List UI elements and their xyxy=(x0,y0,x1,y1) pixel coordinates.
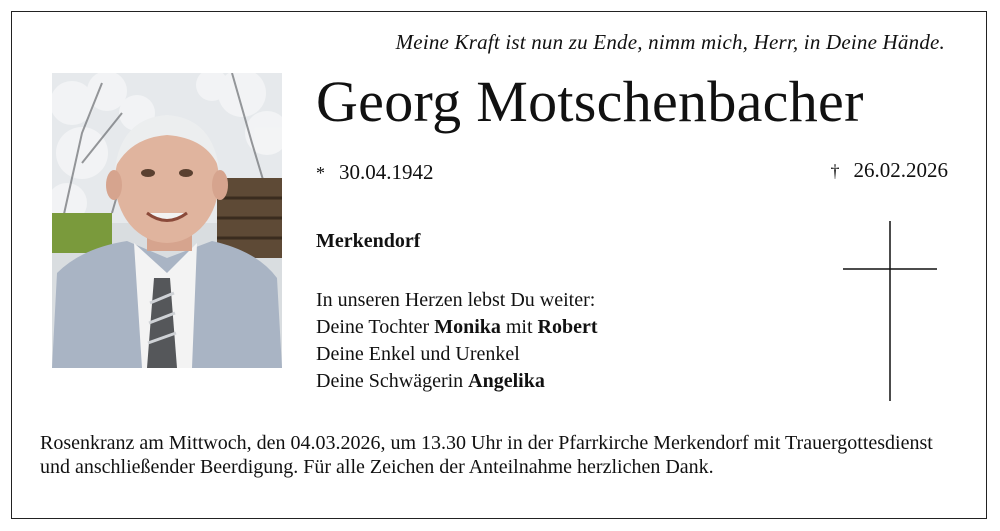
motto: Meine Kraft ist nun zu Ende, nimm mich, Herr, in Deine Hände. xyxy=(395,30,945,54)
mourners-intro: In unseren Herzen lebst Du weiter: xyxy=(316,289,596,311)
mourners-line-sister-in-law: Deine Schwägerin Angelika xyxy=(316,370,545,392)
birth-date: 30.04.1942 xyxy=(339,160,434,184)
sister-in-law-name: Angelika xyxy=(468,370,545,392)
son-in-law-name: Robert xyxy=(537,316,598,338)
mourners-block xyxy=(316,287,598,395)
birth-star-icon: * xyxy=(316,163,325,183)
dagger-icon: † xyxy=(830,161,840,181)
birth-date-line xyxy=(316,160,434,185)
deceased-name: Georg Motschenbacher xyxy=(316,69,864,134)
death-date-line xyxy=(831,158,949,183)
cross-icon xyxy=(843,221,937,401)
mourners-line-daughter: Deine Tochter Monika mit Robert xyxy=(316,316,598,338)
daughter-name: Monika xyxy=(434,316,501,338)
service-announcement: Rosenkranz am Mittwoch, den 04.03.2026, um 13.30 Uhr in der Pfarrkirche Merkendorf mit Trauergottesdienst und anschließender Beerdigung. Für alle Zeichen der Anteilnahme herzlichen Dank. xyxy=(40,432,933,478)
hometown: Merkendorf xyxy=(316,230,421,252)
death-date: 26.02.2026 xyxy=(853,158,948,182)
portrait-image xyxy=(52,73,282,368)
mourners-line-grandchildren: Deine Enkel und Urenkel xyxy=(316,343,520,365)
portrait-photo xyxy=(52,73,282,368)
